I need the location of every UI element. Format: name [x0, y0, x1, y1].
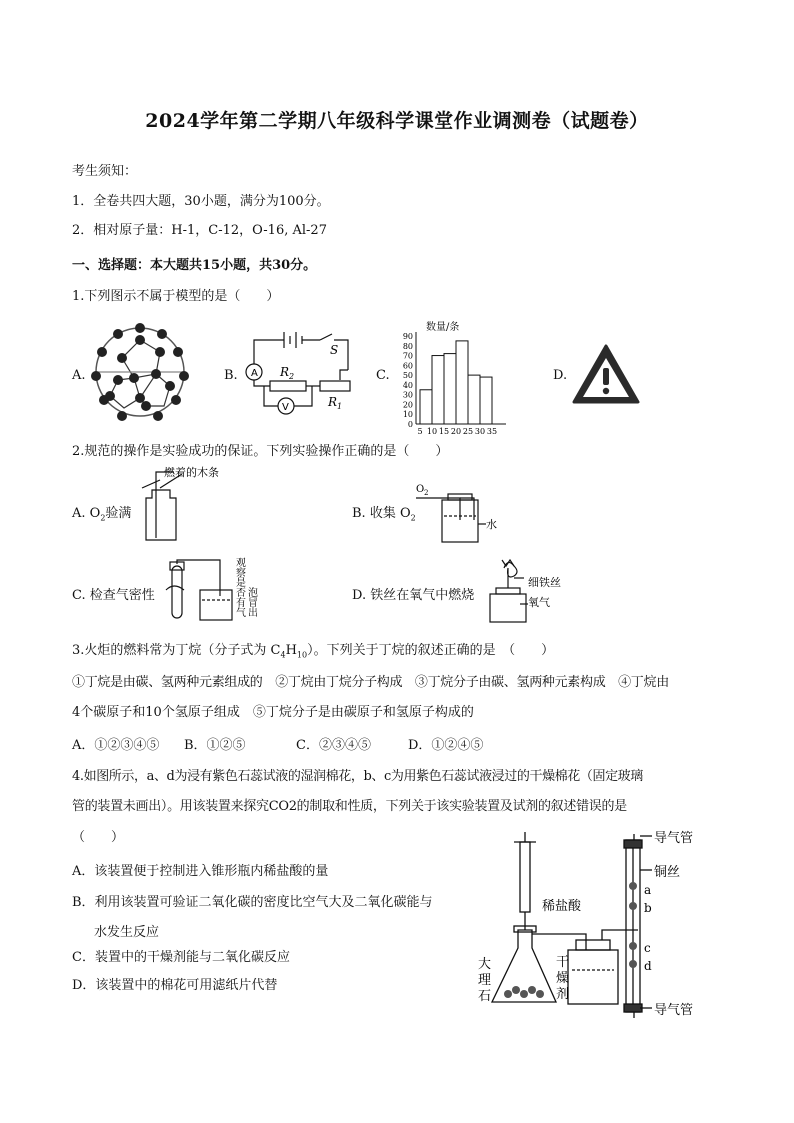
section-heading: 一、选择题：本大题共15小题，共30分。	[72, 258, 317, 273]
note-char: 否	[236, 588, 246, 599]
q2-option-a: A. $O_2$验满	[72, 506, 132, 523]
x-tick-label: 15	[438, 427, 450, 436]
notice-heading: 考生须知：	[72, 164, 138, 179]
q4-stem: 4.如图所示，a、d为浸有紫色石蕊试液的湿润棉花，b、c为用紫色石蕊试液浸过的干燥棉花（固定玻璃	[72, 769, 643, 784]
r2-subscript: 2	[289, 372, 295, 381]
q2-option-c: C. 检查气密性	[72, 588, 155, 603]
x-tick-label: 5	[417, 427, 423, 436]
r2-label: R	[280, 365, 290, 379]
o2-label: O	[416, 484, 425, 495]
q1-option-d: D.	[553, 368, 568, 383]
gas-collection-figure	[414, 480, 524, 546]
switch-label: S	[330, 343, 339, 357]
note-char: 出	[248, 608, 258, 619]
voltmeter-label: V	[282, 402, 289, 413]
notice-item: 2．相对原子量：H-1，C-12，O-16, Al-27	[72, 223, 327, 238]
y-tick-label: 20	[402, 400, 413, 410]
co2-apparatus-figure	[478, 830, 728, 1020]
circuit-diagram	[240, 326, 360, 422]
note-char: 冒	[248, 598, 258, 609]
label-b: b	[644, 901, 652, 915]
o2-subscript: 2	[424, 489, 429, 497]
warning-sign	[572, 344, 640, 404]
q4-option-b-cont: 水发生反应	[94, 925, 160, 940]
chart-bar	[420, 390, 432, 424]
q4-option-d: D．该装置中的棉花可用滤纸片代替	[72, 978, 278, 993]
note-char: 泡	[248, 588, 258, 599]
q4-option-b: B．利用该装置可验证二氧化碳的密度比空气大及二氧化碳能与	[72, 895, 433, 910]
airtightness-figure	[160, 556, 280, 628]
y-tick-label: 80	[402, 341, 413, 351]
y-tick-label: 0	[407, 420, 413, 429]
water-label: 水	[486, 518, 497, 531]
q4-option-c: C．装置中的干燥剂能与二氧化碳反应	[72, 950, 290, 965]
x-tick-label: 25	[462, 427, 474, 436]
iron-wire-label: 细铁丝	[528, 576, 561, 589]
label-c: c	[644, 941, 651, 955]
oxygen-test-figure	[134, 468, 254, 546]
label-d: d	[644, 959, 652, 973]
q1-option-b: B.	[224, 368, 238, 383]
r1-subscript: 1	[337, 402, 343, 411]
marble-label: 石	[478, 989, 492, 1004]
y-tick-label: 70	[402, 351, 413, 361]
chart-bar	[444, 354, 456, 424]
note-char: 察	[236, 568, 246, 579]
iron-burning-figure	[484, 554, 584, 626]
y-tick-label: 60	[402, 361, 413, 371]
wood-label: 燃着的木条	[164, 466, 219, 479]
x-tick-label: 35	[486, 427, 498, 436]
q3-statements: ①丁烷是由碳、氢两种元素组成的 ②丁烷由丁烷分子构成 ③丁烷分子由碳、氢两种元素构成 ④丁烷由	[72, 675, 669, 690]
note-char: 观	[236, 558, 246, 569]
pipe-top-label: 导气管	[654, 831, 694, 846]
exclamation-icon	[603, 368, 609, 385]
note-char: 有	[236, 598, 246, 609]
notice-item: 1．全卷共四大题，30小题，满分为100分。	[72, 194, 330, 209]
q3-stem: 3.火炬的燃料常为丁烷（分子式为 $C_4H_{10}$）。下列关于丁烷的叙述正确的是 （ ）	[72, 643, 555, 660]
q3-option-c: C．②③④⑤	[296, 738, 371, 753]
q4-stem-cont: 管的装置未画出）。用该装置来探究CO2的制取和性质，下列关于该实验装置及试剂的叙述错误的是	[72, 799, 627, 814]
oxygen-label: 氧气	[528, 596, 550, 609]
acid-label: 稀盐酸	[542, 899, 582, 914]
q1-stem: 1.下列图示不属于模型的是（ ）	[72, 289, 280, 304]
label-a: a	[644, 883, 652, 897]
q3-statements-cont: 4个碳原子和10个氢原子组成 ⑤丁烷分子是由碳原子和氢原子构成的	[72, 705, 474, 720]
page-title: 2024学年第二学期八年级科学课堂作业调测卷（试题卷）	[145, 110, 649, 132]
q3-option-a: A．①②③④⑤	[72, 738, 160, 753]
q4-option-a: A．该装置便于控制进入锥形瓶内稀盐酸的量	[72, 864, 329, 879]
dryer-label: 干	[556, 955, 570, 970]
r1-label: R	[328, 395, 338, 409]
q2-option-b: B. 收集 $O_2$	[352, 506, 416, 523]
dryer-label: 燥	[556, 971, 570, 986]
q2-option-d: D. 铁丝在氧气中燃烧	[352, 588, 475, 603]
fullerene-model-image	[88, 320, 198, 424]
q3-option-d: D．①②④⑤	[408, 738, 484, 753]
chart-bar	[468, 375, 480, 424]
note-char: 是	[236, 578, 246, 589]
chart-bar	[432, 356, 444, 424]
chart-bar	[456, 341, 468, 424]
y-tick-label: 90	[402, 332, 413, 341]
q2-stem: 2.规范的操作是实验成功的保证。下列实验操作正确的是（ ）	[72, 444, 449, 459]
note-char: 气	[236, 608, 246, 619]
bar-chart	[390, 318, 530, 436]
y-tick-label: 30	[402, 390, 413, 400]
x-tick-label: 10	[426, 427, 438, 436]
ammeter-label: A	[251, 368, 258, 379]
y-tick-label: 40	[402, 380, 413, 390]
chart-bar	[480, 377, 492, 424]
y-tick-label: 10	[402, 410, 413, 420]
x-tick-label: 30	[474, 427, 486, 436]
dryer-label: 剂	[556, 987, 570, 1002]
x-tick-label: 20	[450, 427, 462, 436]
chart-ylabel: 数量/条	[426, 322, 460, 333]
q1-option-a: A.	[72, 368, 86, 383]
y-tick-label: 50	[402, 371, 413, 381]
q3-option-b: B．①②⑤	[184, 738, 246, 753]
pipe-bottom-label: 导气管	[654, 1003, 694, 1018]
q1-option-c: C.	[376, 368, 390, 383]
marble-label: 大	[478, 957, 492, 972]
marble-label: 理	[478, 973, 492, 988]
q4-stem-bracket: （ ）	[72, 830, 125, 845]
copper-label: 铜丝	[654, 865, 681, 880]
